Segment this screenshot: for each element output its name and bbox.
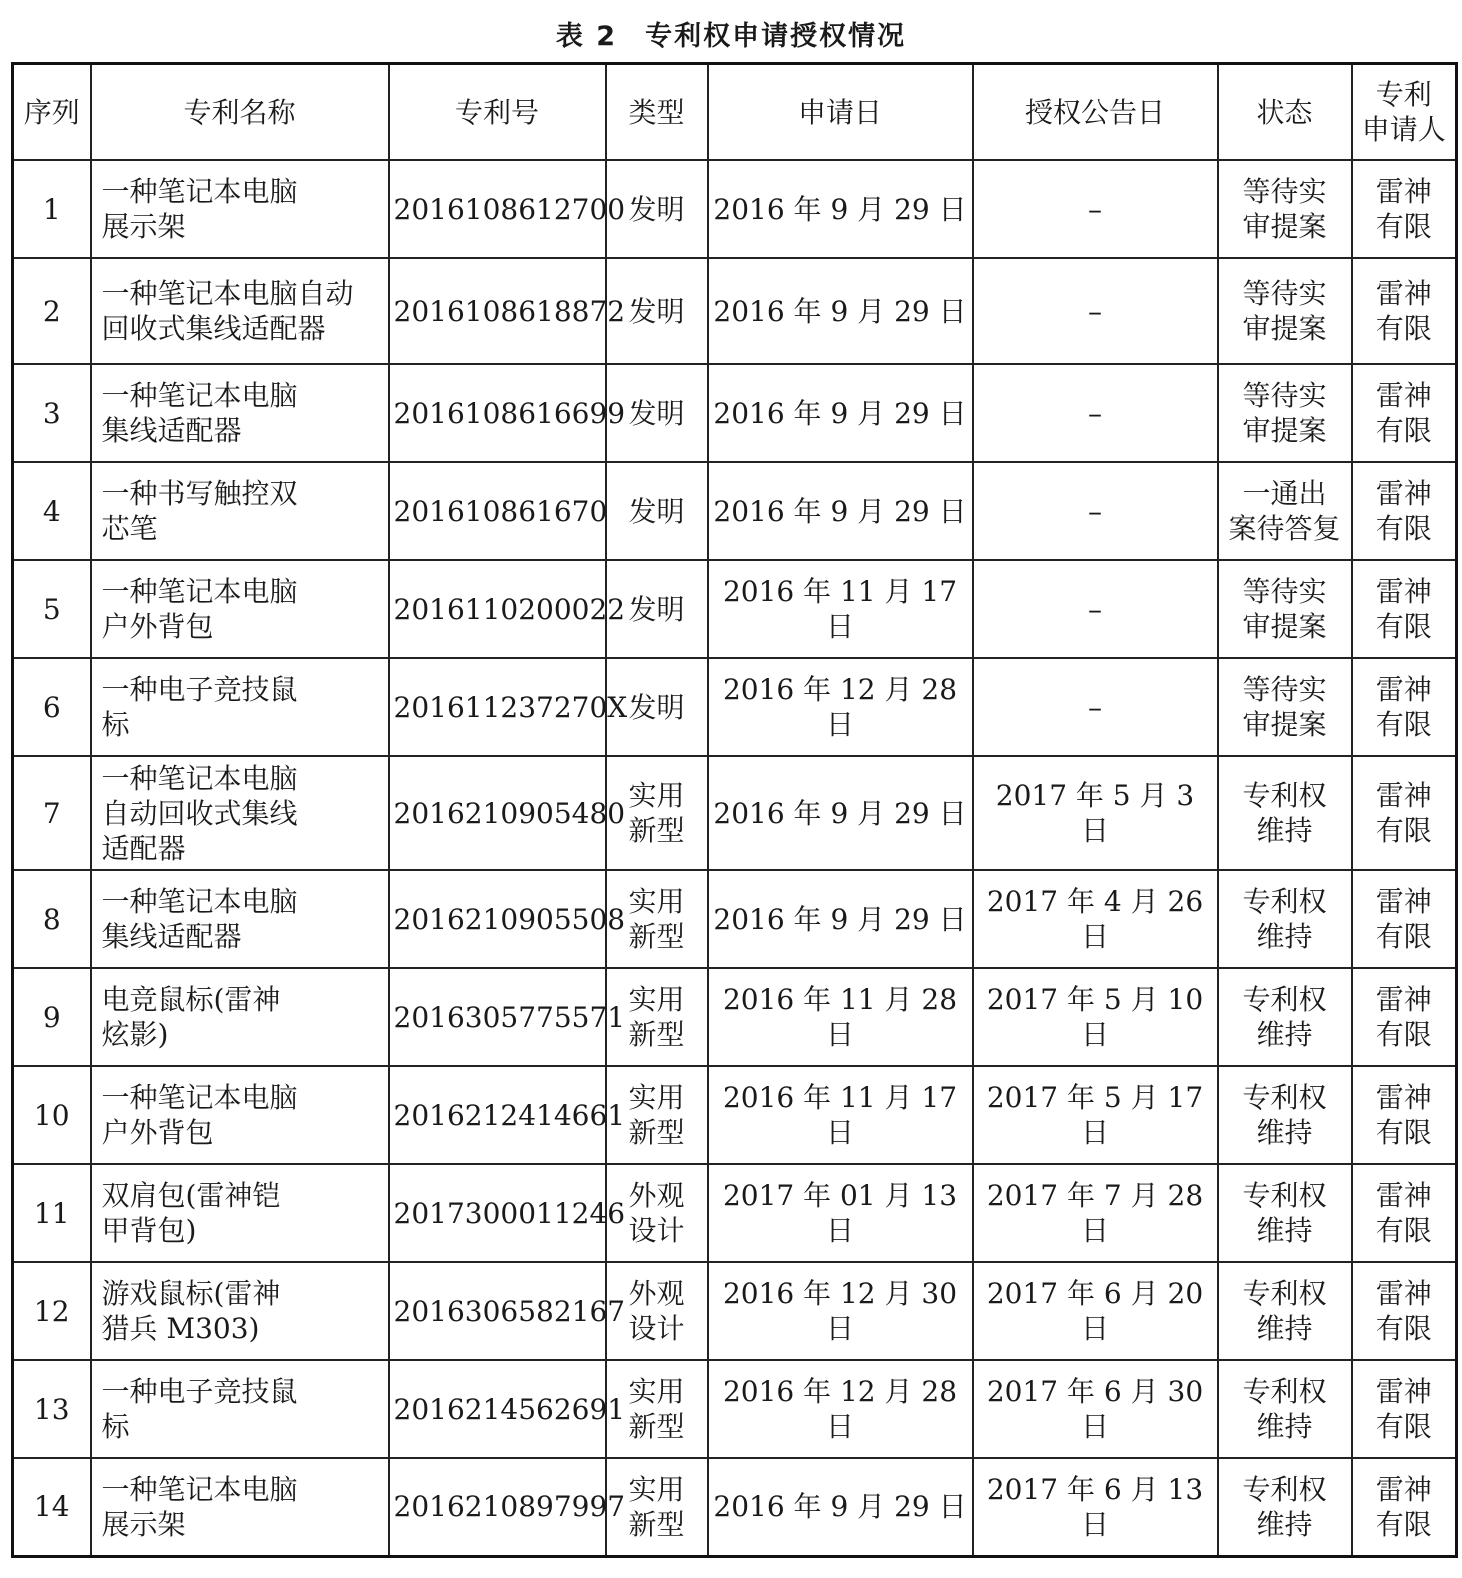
cell-status: 等待实 审提案 xyxy=(1218,364,1352,462)
cell-applicant: 雷神 有限 xyxy=(1352,258,1457,364)
cell-applicant: 雷神 有限 xyxy=(1352,1164,1457,1262)
cell-apply-date: 2016 年 12 月 28 日 xyxy=(708,658,973,756)
cell-name: 一种笔记本电脑 集线适配器 xyxy=(91,364,389,462)
cell-patent-number: 2016214562691 xyxy=(389,1360,606,1458)
cell-name: 双肩包(雷神铠 甲背包) xyxy=(91,1164,389,1262)
cell-type: 实用 新型 xyxy=(606,1066,708,1164)
cell-applicant: 雷神 有限 xyxy=(1352,658,1457,756)
header-apply-date: 申请日 xyxy=(708,64,973,161)
cell-status: 专利权 维持 xyxy=(1218,1360,1352,1458)
cell-name: 一种电子竞技鼠 标 xyxy=(91,658,389,756)
cell-seq: 9 xyxy=(13,968,91,1066)
cell-status: 专利权 维持 xyxy=(1218,1458,1352,1556)
table-row xyxy=(13,1066,1457,1164)
cell-grant-date: 2017 年 5 月 17 日 xyxy=(973,1066,1218,1164)
cell-name: 一种笔记本电脑 展示架 xyxy=(91,1458,389,1556)
table-title: 专利权申请授权情况 xyxy=(645,21,907,52)
cell-seq: 7 xyxy=(13,756,91,870)
cell-grant-date: 2017 年 7 月 28 日 xyxy=(973,1164,1218,1262)
table-row xyxy=(13,1164,1457,1262)
table-row xyxy=(13,756,1457,870)
cell-grant-date: – xyxy=(973,160,1218,258)
header-number: 专利号 xyxy=(389,64,606,161)
cell-patent-number: 2016210905508 xyxy=(389,870,606,968)
cell-apply-date: 2016 年 9 月 29 日 xyxy=(708,1458,973,1556)
cell-status: 专利权 维持 xyxy=(1218,1066,1352,1164)
cell-status: 专利权 维持 xyxy=(1218,870,1352,968)
cell-patent-number: 2016108616699 xyxy=(389,364,606,462)
cell-status: 专利权 维持 xyxy=(1218,968,1352,1066)
cell-seq: 5 xyxy=(13,560,91,658)
cell-patent-number: 2016210897997 xyxy=(389,1458,606,1556)
table-row xyxy=(13,258,1457,364)
cell-status: 专利权 维持 xyxy=(1218,756,1352,870)
cell-seq: 2 xyxy=(13,258,91,364)
cell-applicant: 雷神 有限 xyxy=(1352,1066,1457,1164)
cell-applicant: 雷神 有限 xyxy=(1352,462,1457,560)
table-row xyxy=(13,462,1457,560)
cell-name: 一种笔记本电脑 展示架 xyxy=(91,160,389,258)
header-seq: 序列 xyxy=(13,64,91,161)
cell-type: 实用 新型 xyxy=(606,870,708,968)
table-row xyxy=(13,1360,1457,1458)
cell-seq: 6 xyxy=(13,658,91,756)
cell-name: 一种笔记本电脑 户外背包 xyxy=(91,560,389,658)
cell-apply-date: 2016 年 9 月 29 日 xyxy=(708,258,973,364)
header-row xyxy=(13,64,1457,161)
cell-applicant: 雷神 有限 xyxy=(1352,364,1457,462)
cell-seq: 3 xyxy=(13,364,91,462)
cell-type: 发明 xyxy=(606,364,708,462)
cell-patent-number: 2016306582167 xyxy=(389,1262,606,1360)
header-type: 类型 xyxy=(606,64,708,161)
cell-status: 等待实 审提案 xyxy=(1218,258,1352,364)
cell-grant-date: – xyxy=(973,258,1218,364)
cell-grant-date: – xyxy=(973,658,1218,756)
cell-type: 发明 xyxy=(606,560,708,658)
cell-status: 一通出 案待答复 xyxy=(1218,462,1352,560)
cell-patent-number: 2016108618872 xyxy=(389,258,606,364)
cell-patent-number: 201611237270X xyxy=(389,658,606,756)
table-row xyxy=(13,968,1457,1066)
cell-apply-date: 2016 年 9 月 29 日 xyxy=(708,756,973,870)
cell-grant-date: – xyxy=(973,364,1218,462)
cell-grant-date: 2017 年 5 月 10 日 xyxy=(973,968,1218,1066)
table-number: 表 2 xyxy=(555,21,618,52)
cell-seq: 1 xyxy=(13,160,91,258)
cell-apply-date: 2017 年 01 月 13 日 xyxy=(708,1164,973,1262)
cell-patent-number: 2016212414661 xyxy=(389,1066,606,1164)
cell-name: 一种电子竞技鼠 标 xyxy=(91,1360,389,1458)
cell-apply-date: 2016 年 11 月 17 日 xyxy=(708,560,973,658)
cell-applicant: 雷神 有限 xyxy=(1352,560,1457,658)
cell-patent-number: 2017300011246 xyxy=(389,1164,606,1262)
cell-seq: 13 xyxy=(13,1360,91,1458)
cell-type: 发明 xyxy=(606,258,708,364)
cell-applicant: 雷神 有限 xyxy=(1352,160,1457,258)
cell-status: 等待实 审提案 xyxy=(1218,560,1352,658)
cell-apply-date: 2016 年 12 月 30 日 xyxy=(708,1262,973,1360)
cell-apply-date: 2016 年 12 月 28 日 xyxy=(708,1360,973,1458)
cell-seq: 11 xyxy=(13,1164,91,1262)
cell-grant-date: – xyxy=(973,560,1218,658)
cell-status: 专利权 维持 xyxy=(1218,1262,1352,1360)
table-row xyxy=(13,1458,1457,1556)
cell-type: 实用 新型 xyxy=(606,968,708,1066)
cell-seq: 8 xyxy=(13,870,91,968)
table-row xyxy=(13,1262,1457,1360)
cell-applicant: 雷神 有限 xyxy=(1352,968,1457,1066)
cell-grant-date: – xyxy=(973,462,1218,560)
cell-applicant: 雷神 有限 xyxy=(1352,756,1457,870)
cell-applicant: 雷神 有限 xyxy=(1352,1262,1457,1360)
cell-grant-date: 2017 年 6 月 30 日 xyxy=(973,1360,1218,1458)
cell-name: 一种笔记本电脑 户外背包 xyxy=(91,1066,389,1164)
cell-patent-number: 2016110200022 xyxy=(389,560,606,658)
cell-type: 发明 xyxy=(606,160,708,258)
cell-name: 电竞鼠标(雷神 炫影) xyxy=(91,968,389,1066)
header-grant-date: 授权公告日 xyxy=(973,64,1218,161)
cell-patent-number: 2016108612700 xyxy=(389,160,606,258)
cell-apply-date: 2016 年 11 月 17 日 xyxy=(708,1066,973,1164)
cell-grant-date: 2017 年 4 月 26 日 xyxy=(973,870,1218,968)
cell-status: 等待实 审提案 xyxy=(1218,160,1352,258)
cell-type: 发明 xyxy=(606,462,708,560)
cell-applicant: 雷神 有限 xyxy=(1352,1360,1457,1458)
cell-name: 一种笔记本电脑 集线适配器 xyxy=(91,870,389,968)
cell-name: 一种书写触控双 芯笔 xyxy=(91,462,389,560)
cell-grant-date: 2017 年 6 月 13 日 xyxy=(973,1458,1218,1556)
cell-grant-date: 2017 年 5 月 3 日 xyxy=(973,756,1218,870)
cell-status: 等待实 审提案 xyxy=(1218,658,1352,756)
cell-apply-date: 2016 年 9 月 29 日 xyxy=(708,870,973,968)
cell-name: 一种笔记本电脑自动 回收式集线适配器 xyxy=(91,258,389,364)
header-name: 专利名称 xyxy=(91,64,389,161)
cell-seq: 4 xyxy=(13,462,91,560)
cell-status: 专利权 维持 xyxy=(1218,1164,1352,1262)
cell-seq: 10 xyxy=(13,1066,91,1164)
table-row xyxy=(13,364,1457,462)
patent-table xyxy=(11,62,1458,1558)
cell-applicant: 雷神 有限 xyxy=(1352,1458,1457,1556)
cell-type: 发明 xyxy=(606,658,708,756)
cell-apply-date: 2016 年 11 月 28 日 xyxy=(708,968,973,1066)
cell-type: 外观 设计 xyxy=(606,1164,708,1262)
cell-apply-date: 2016 年 9 月 29 日 xyxy=(708,364,973,462)
cell-seq: 12 xyxy=(13,1262,91,1360)
table-row xyxy=(13,658,1457,756)
cell-name: 游戏鼠标(雷神 猎兵 M303) xyxy=(91,1262,389,1360)
cell-apply-date: 2016 年 9 月 29 日 xyxy=(708,462,973,560)
header-status: 状态 xyxy=(1218,64,1352,161)
table-row xyxy=(13,560,1457,658)
cell-name: 一种笔记本电脑 自动回收式集线 适配器 xyxy=(91,756,389,870)
table-row xyxy=(13,160,1457,258)
cell-type: 实用 新型 xyxy=(606,1360,708,1458)
cell-patent-number: 2016210905480 xyxy=(389,756,606,870)
table-row xyxy=(13,870,1457,968)
cell-seq: 14 xyxy=(13,1458,91,1556)
table-caption xyxy=(0,14,1462,53)
header-applicant: 专利 申请人 xyxy=(1352,64,1457,161)
cell-patent-number: 2016305775571 xyxy=(389,968,606,1066)
cell-grant-date: 2017 年 6 月 20 日 xyxy=(973,1262,1218,1360)
cell-applicant: 雷神 有限 xyxy=(1352,870,1457,968)
cell-type: 实用 新型 xyxy=(606,756,708,870)
cell-type: 外观 设计 xyxy=(606,1262,708,1360)
cell-patent-number: 201610861670 xyxy=(389,462,606,560)
cell-apply-date: 2016 年 9 月 29 日 xyxy=(708,160,973,258)
cell-type: 实用 新型 xyxy=(606,1458,708,1556)
